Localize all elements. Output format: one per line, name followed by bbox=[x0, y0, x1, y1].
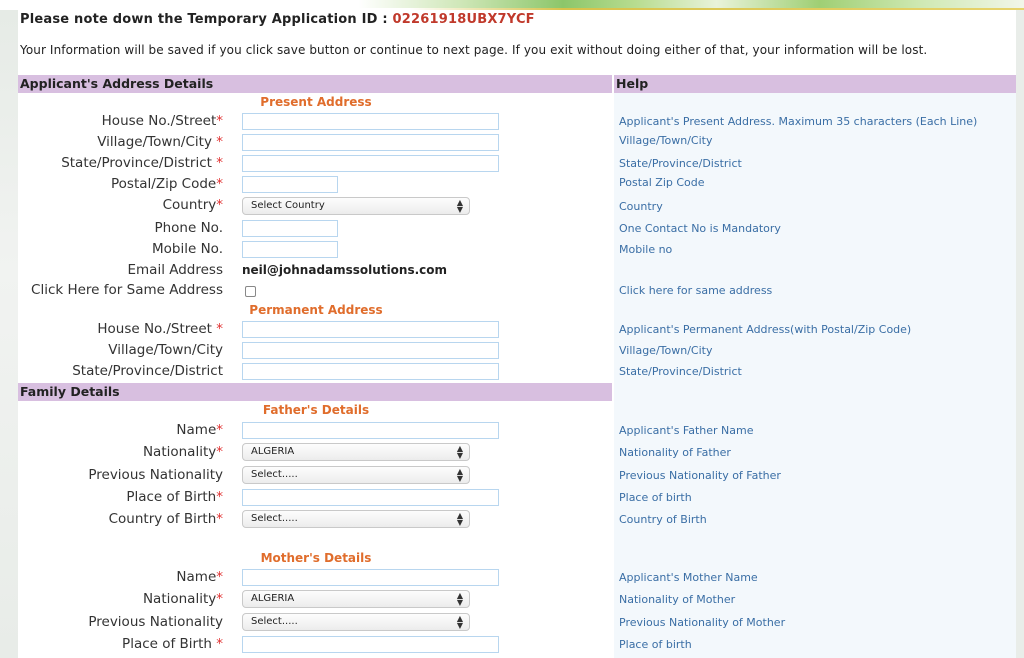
father-prev-nationality-value: Select..... bbox=[251, 469, 298, 480]
family-section-header: Family Details bbox=[18, 383, 612, 401]
help-same-address: Click here for same address bbox=[619, 284, 773, 297]
mother-prev-nationality-label: Previous Nationality bbox=[88, 614, 223, 630]
help-phone: One Contact No is Mandatory bbox=[619, 222, 781, 235]
help-father-prev-nationality: Previous Nationality of Father bbox=[619, 469, 781, 482]
mother-pob-label: Place of Birth * bbox=[122, 636, 223, 652]
help-mother-nationality: Nationality of Mother bbox=[619, 593, 736, 606]
present-address-heading: Present Address bbox=[260, 95, 372, 109]
permanent-address-heading: Permanent Address bbox=[249, 303, 383, 317]
present-house-input[interactable] bbox=[242, 113, 499, 130]
permanent-village-input[interactable] bbox=[242, 342, 499, 359]
present-state-input[interactable] bbox=[242, 155, 499, 172]
present-village-input[interactable] bbox=[242, 134, 499, 151]
father-nationality-value: ALGERIA bbox=[251, 446, 295, 457]
permanent-house-label: House No./Street * bbox=[97, 321, 223, 337]
same-address-checkbox[interactable] bbox=[245, 286, 256, 297]
mother-nationality-value: ALGERIA bbox=[251, 593, 295, 604]
present-state-label: State/Province/District * bbox=[61, 155, 223, 171]
help-country: Country bbox=[619, 200, 663, 213]
mother-name-label: Name* bbox=[176, 569, 223, 585]
help-state: State/Province/District bbox=[619, 157, 742, 170]
help-father-pob: Place of birth bbox=[619, 491, 692, 504]
help-present-address: Applicant's Present Address. Maximum 35 characters (Each Line) bbox=[619, 115, 978, 128]
page-background-left bbox=[0, 10, 18, 658]
father-name-input[interactable] bbox=[242, 422, 499, 439]
present-postal-input[interactable] bbox=[242, 176, 338, 193]
present-country-value: Select Country bbox=[251, 200, 325, 211]
select-arrows-icon: ▲ ▼ bbox=[456, 467, 463, 483]
select-arrows-icon: ▲ ▼ bbox=[456, 591, 463, 607]
mothers-details-heading: Mother's Details bbox=[260, 551, 372, 565]
address-section-header: Applicant's Address Details bbox=[18, 75, 612, 93]
help-father-name: Applicant's Father Name bbox=[619, 424, 754, 437]
help-section-header: Help bbox=[614, 75, 1016, 93]
father-name-label: Name* bbox=[176, 422, 223, 438]
save-notice: Your Information will be saved if you click save button or continue to next page. If you exit without doing either of that, your information will be lost. bbox=[20, 43, 928, 57]
mother-pob-input[interactable] bbox=[242, 636, 499, 653]
father-prev-nationality-select[interactable] bbox=[242, 466, 470, 484]
permanent-village-label: Village/Town/City bbox=[108, 342, 223, 358]
present-country-label: Country* bbox=[162, 197, 223, 213]
mother-prev-nationality-value: Select..... bbox=[251, 616, 298, 627]
help-mother-prev-nationality: Previous Nationality of Mother bbox=[619, 616, 786, 629]
present-postal-label: Postal/Zip Code* bbox=[111, 176, 223, 192]
select-arrows-icon: ▲ ▼ bbox=[456, 444, 463, 460]
fathers-details-heading: Father's Details bbox=[262, 403, 370, 417]
present-email-label: Email Address bbox=[127, 262, 223, 278]
present-country-select[interactable] bbox=[242, 197, 470, 215]
present-phone-label: Phone No. bbox=[154, 220, 223, 236]
help-permanent-address: Applicant's Permanent Address(with Postal/Zip Code) bbox=[619, 323, 912, 336]
mother-nationality-label: Nationality* bbox=[142, 591, 223, 607]
help-father-nationality: Nationality of Father bbox=[619, 446, 731, 459]
select-arrows-icon: ▲ ▼ bbox=[456, 614, 463, 630]
present-village-label: Village/Town/City * bbox=[97, 134, 223, 150]
present-house-label: House No./Street* bbox=[101, 113, 223, 129]
same-address-label: Click Here for Same Address bbox=[31, 282, 223, 298]
present-phone-input[interactable] bbox=[242, 220, 338, 237]
select-arrows-icon: ▲ ▼ bbox=[456, 511, 463, 527]
help-mobile: Mobile no bbox=[619, 243, 673, 256]
father-cob-select[interactable] bbox=[242, 510, 470, 528]
mother-nationality-select[interactable] bbox=[242, 590, 470, 608]
help-father-cob: Country of Birth bbox=[619, 513, 707, 526]
application-form bbox=[18, 10, 1016, 658]
help-permanent-state: State/Province/District bbox=[619, 365, 742, 378]
father-cob-value: Select..... bbox=[251, 513, 298, 524]
help-postal: Postal Zip Code bbox=[619, 176, 705, 189]
present-mobile-input[interactable] bbox=[242, 241, 338, 258]
select-arrows-icon: ▲ ▼ bbox=[456, 198, 463, 214]
permanent-house-input[interactable] bbox=[242, 321, 499, 338]
help-village: Village/Town/City bbox=[619, 134, 713, 147]
help-permanent-village: Village/Town/City bbox=[619, 344, 713, 357]
help-mother-name: Applicant's Mother Name bbox=[619, 571, 758, 584]
mother-name-input[interactable] bbox=[242, 569, 499, 586]
app-id-value: 02261918UBX7YCF bbox=[392, 12, 535, 27]
permanent-state-label: State/Province/District bbox=[72, 363, 223, 379]
present-mobile-label: Mobile No. bbox=[152, 241, 223, 257]
temporary-application-id bbox=[20, 12, 535, 27]
mother-prev-nationality-select[interactable] bbox=[242, 613, 470, 631]
father-pob-input[interactable] bbox=[242, 489, 499, 506]
father-nationality-select[interactable] bbox=[242, 443, 470, 461]
header-banner bbox=[0, 0, 1024, 10]
page-background-right bbox=[1016, 10, 1024, 658]
father-pob-label: Place of Birth* bbox=[126, 489, 223, 505]
present-email-value: neil@johnadamssolutions.com bbox=[242, 263, 448, 277]
help-mother-pob: Place of birth bbox=[619, 638, 692, 651]
father-nationality-label: Nationality* bbox=[142, 444, 223, 460]
permanent-state-input[interactable] bbox=[242, 363, 499, 380]
father-prev-nationality-label: Previous Nationality bbox=[88, 467, 223, 483]
app-id-label: Please note down the Temporary Application ID : bbox=[20, 12, 393, 27]
father-cob-label: Country of Birth* bbox=[108, 511, 223, 527]
